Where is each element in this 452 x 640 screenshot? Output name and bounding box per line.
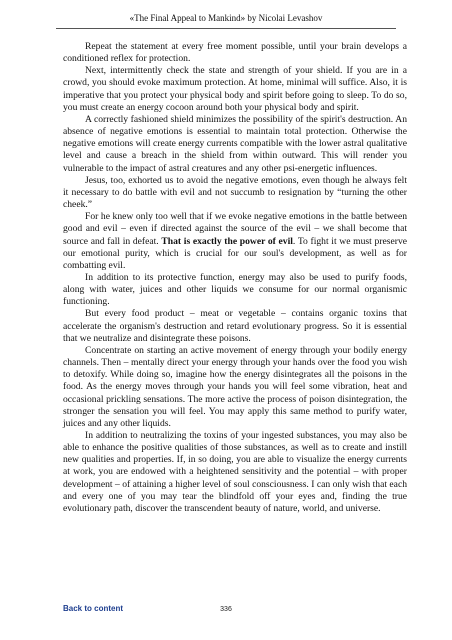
paragraph: A correctly fashioned shield minimizes the possibility of the spirit's destruction. An absence of negative emotions is essential to maintain total protection. Otherwise the negative emotions will create energy currents compatible with the lower astral qualitative level and cause a breach in the shield from within outward. This will render you vulnerable to the impact of astral creatures and any other psi-energetic influences. bbox=[63, 113, 407, 174]
paragraph: Next, intermittently check the state and strength of your shield. If you are in a crowd, you should evoke maximum protection. At home, minimal will suffice. Also, it is imperative that you protect your physical body and spirit before going to sleep. To do so, you must create an energy cocoon around both your physical body and spirit. bbox=[63, 65, 407, 113]
page-number: 336 bbox=[220, 606, 232, 613]
running-header: «The Final Appeal to Mankind» by Nicolai Levashov bbox=[129, 13, 323, 23]
body-text bbox=[63, 41, 407, 515]
paragraph: In addition to its protective function, energy may also be used to purify foods, along with water, juices and other liquids we consume for our normal organismic functioning. bbox=[63, 271, 407, 308]
paragraph: In addition to neutralizing the toxins of your ingested substances, you may also be able to enhance the positive qualities of those substances, as well as to create and instill new qualities and properties. If, in so doing, you are able to visualize the energy currents at work, you are endowed with a heightened sensitivity and the potential – with proper development – of attaining a higher level of soul consciousness. I can only wish that each and every one of you may tear the blindfold off your eyes and, finding the true evolutionary path, discover the transcendent beauty of nature, world, and universe. bbox=[63, 430, 407, 514]
header-rule bbox=[56, 28, 396, 29]
paragraph-text: . To fight it we must preserve our emotional purity, which is crucial for our soul's development, as well as for combatting evil. bbox=[63, 235, 407, 271]
paragraph-text: For he knew only too well that if we evoke negative emotions in the battle between good and evil – even if directed against the source of the evil – we shall become that source and fall in defeat. bbox=[63, 211, 407, 247]
emphasis-text: That is exactly the power of evil bbox=[161, 235, 293, 247]
back-to-content-link[interactable]: Back to content bbox=[63, 604, 124, 613]
paragraph bbox=[63, 211, 407, 272]
paragraph: Jesus, too, exhorted us to avoid the negative emotions, even though he always felt it necessary to do battle with evil and not succumb to resignation by “turning the other cheek.” bbox=[63, 174, 407, 211]
paragraph: Concentrate on starting an active movement of energy through your bodily energy channels. Then – mentally direct your energy through your hands over the food you wish to detoxify. While doing so, imagine how the energy disintegrates all the poisons in the food. As the energy moves through your hands you will feel some vibration, heat and occasional prickling sensations. The more active the process of poison disintegration, the stronger the sensation you will feel. You may apply this same method to purify water, juices and any other liquids. bbox=[63, 344, 407, 429]
paragraph: Repeat the statement at every free moment possible, until your brain develops a conditioned reflex for protection. bbox=[63, 41, 407, 65]
paragraph: But every food product – meat or vegetable – contains organic toxins that accelerate the organism's destruction and retard evolutionary progress. So it is essential that we neutralize and disintegrate these poisons. bbox=[63, 308, 407, 344]
